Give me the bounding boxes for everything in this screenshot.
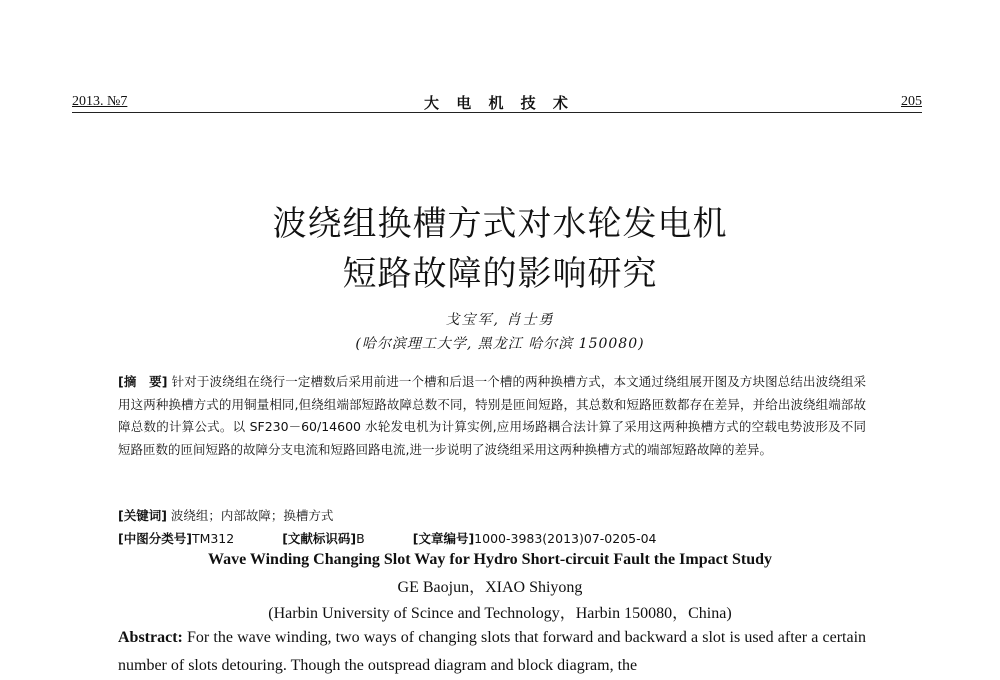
english-title: Wave Winding Changing Slot Way for Hydro Short-circuit Fault the Impact Study xyxy=(207,551,773,568)
doc-code-item xyxy=(282,531,389,546)
header-rule xyxy=(72,112,922,113)
english-abstract-label: Abstract: xyxy=(118,629,183,646)
doc-code-label: [文献标识码] xyxy=(282,531,357,546)
running-header xyxy=(72,92,922,114)
abstract-cn-text: 针对于波绕组在绕行一定槽数后采用前进一个槽和后退一个槽的两种换槽方式，本文通过绕组展开图及方块图总结出波绕组采用这两种换槽方式的用铜量相同,但绕组端部短路故障总数不同，特别是匝间短路，其总数和短路匝数都存在差异，并给出波绕组端部故障总数的计算公式。以 SF230－60/14600 水轮发电机为计算实例,应用场路耦合法计算了采用这两种换槽方式的空载电势波形及不同短路匝数的匝间短路的故障分支电流和短路回路电流,进一步说明了波绕组采用这两种换槽方式的端部短路故障的差异。 xyxy=(118,374,866,457)
keywords-label: [关键词] xyxy=(118,508,167,523)
title-line-2: 短路故障的影响研究 xyxy=(342,254,658,294)
page-number: 205 xyxy=(901,94,922,109)
clc-value: TM312 xyxy=(191,531,235,546)
clc-label: [中图分类号] xyxy=(118,531,192,546)
authors-cn: 戈宝军, 肖士勇 xyxy=(445,312,555,328)
clc-item xyxy=(118,531,258,546)
title-line-1: 波绕组换槽方式对水轮发电机 xyxy=(272,204,728,244)
abstract-cn xyxy=(118,371,866,461)
english-abstract xyxy=(118,624,866,680)
keywords xyxy=(118,506,333,524)
english-authors: GE Baojun，XIAO Shiyong xyxy=(397,579,583,596)
english-affiliation: (Harbin University of Scince and Technology，Harbin 150080，China) xyxy=(268,605,732,622)
journal-issue: 2013. №7 xyxy=(72,94,128,109)
classification-line xyxy=(118,529,705,547)
article-no-value: 1000-3983(2013)07-0205-04 xyxy=(474,531,657,546)
journal-name: 大 电 机 技 术 xyxy=(424,94,574,112)
affiliation-cn: (哈尔滨理工大学, 黑龙江 哈尔滨 150080) xyxy=(355,336,645,352)
abstract-cn-label: [摘 要] xyxy=(118,374,168,389)
article-no-label: [文章编号] xyxy=(412,531,475,546)
english-abstract-text: For the wave winding, two ways of changing slots that forward and backward a slot is used after a certain number of slots detouring. Though the outspread diagram and block diagram, the xyxy=(118,629,867,674)
keywords-text: 波绕组；内部故障；换槽方式 xyxy=(170,508,334,523)
article-no-item xyxy=(413,531,681,546)
doc-code-value: B xyxy=(356,531,365,546)
